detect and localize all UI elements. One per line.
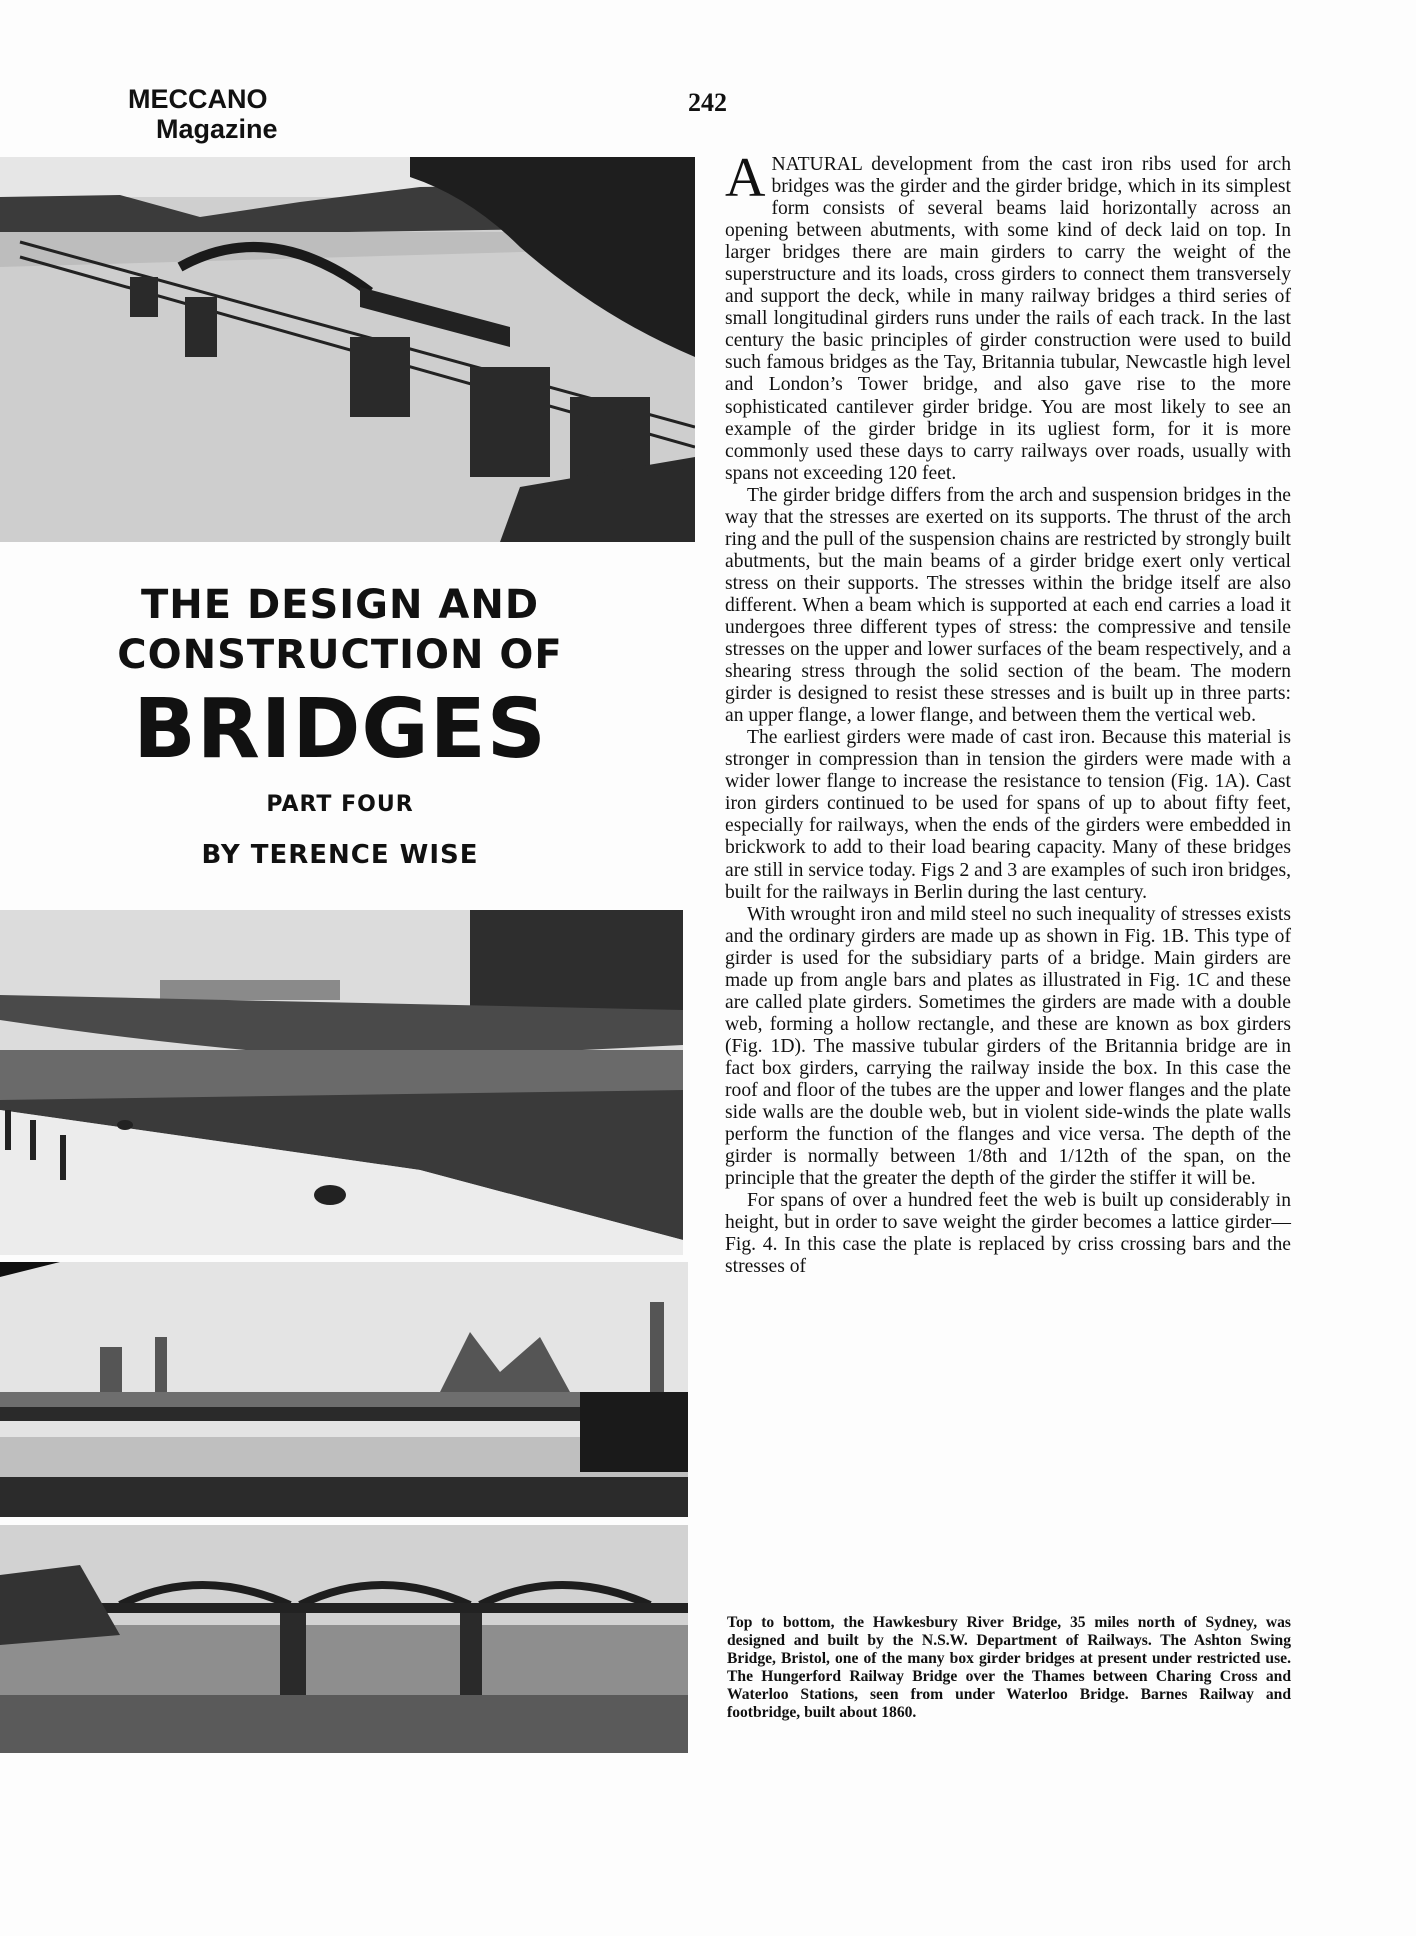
title-part: PART FOUR	[266, 792, 414, 817]
article-body	[725, 147, 1291, 1278]
paragraph-text: NATURAL development from the cast iron ribs used for arch bridges was the girder and the girder bridge, which in its simplest form consists of several beams laid horizontally across an opening between abutments, with some kind of deck laid on top. In larger bridges there are main girders to carry the weight of the superstructure and its loads, cross girders to connect them transversely and support the deck, while in many railway bridges a third series of small longitudinal girders runs under the rails of each track. In the last century the basic principles of girder construction were used to build such famous bridges as the Tay, Britannia tubular, Newcastle high level and London’s Tower bridge, and also gave rise to the more sophisticated cantilever girder bridge. You are most likely to see an example of the girder bridge in its ugliest form, for it is more commonly used these days to carry railways over roads, usually with spans not exceeding 120 feet.	[725, 154, 1291, 484]
article-paragraph: With wrought iron and mild steel no such inequality of stresses exists and the ordinary girders are made up as shown in Fig. 1B. This type of girder is used for the subsidiary parts of a bridge. Main girders are made up from angle bars and plates as illustrated in Fig. 1C and these are called plate girders. Sometimes the girders are made with a double web, forming a hollow rectangle, and these are known as box girders (Fig. 1D). The massive tubular girders of the Britannia bridge are in fact box girders, carrying the railway inside the box. In this case the roof and floor of the tubes are the upper and lower flanges and the plate side walls are the double web, but in violent side-winds the plate walls perform the function of the flanges and vice versa. The depth of the girder is normally between 1/8th and 1/12th of the span, on the principle that the greater the depth of the girder the stiffer it will be.	[725, 903, 1291, 1190]
magazine-masthead	[128, 84, 278, 144]
page-number: 242	[688, 88, 727, 117]
article-paragraph	[725, 147, 1291, 485]
article-paragraph: The girder bridge differs from the arch and suspension bridges in the way that the stresses are exerted on its supports. The thrust of the arch ring and the pull of the suspension chains are restricted by strongly built abutments, but the main beams of a girder bridge exert only vertical stress on their supports. The stresses within the bridge itself are also different. When a beam which is supported at each end carries a load it undergoes three different types of stress: the compressive and tensile stresses on the upper and lower surfaces of the beam respectively, and a shearing stress through the solid section of the beam. The modern girder is designed to resist these stresses and is built up in three parts: an upper flange, a lower flange, and between them the vertical web.	[725, 484, 1291, 727]
photo-barnes-bridge	[0, 1525, 688, 1753]
photo-hungerford-bridge	[0, 1262, 688, 1517]
masthead-line-2: Magazine	[156, 114, 278, 144]
photo-caption: Top to bottom, the Hawkesbury River Bridge, 35 miles north of Sydney, was designed and built by the N.S.W. Department of Railways. The Ashton Swing Bridge, Bristol, one of the many box girder bridges at present under restricted use. The Hungerford Railway Bridge over the Thames between Charing Cross and Waterloo Stations, seen from under Waterloo Bridge. Barnes Railway and footbridge, built about 1860.	[727, 1614, 1291, 1721]
article-title-block	[100, 580, 580, 872]
article-paragraph: The earliest girders were made of cast iron. Because this material is stronger in compression than in tension the girders were made with a wider lower flange to increase the resistance to tension (Fig. 1A). Cast iron girders continued to be used for spans of up to about fifty feet, especially for railways, when the ends of the girders were embedded in brickwork to add to their load bearing capacity. Many of these bridges are still in service today. Figs 2 and 3 are examples of such iron bridges, built for the railways in Berlin during the last century.	[725, 727, 1291, 903]
photo-hawkesbury-bridge	[0, 157, 695, 542]
masthead-line-1: MECCANO	[128, 84, 268, 114]
article-paragraph: For spans of over a hundred feet the web is built up considerably in height, but in order to save weight the girder becomes a lattice girder—Fig. 4. In this case the plate is replaced by criss crossing bars and the stresses of	[725, 1190, 1291, 1278]
title-byline: BY TERENCE WISE	[201, 840, 479, 870]
photo-ashton-swing-bridge	[0, 910, 683, 1255]
title-main: BRIDGES	[133, 682, 547, 777]
title-line-1: THE DESIGN AND	[140, 582, 540, 628]
drop-cap: A	[725, 147, 766, 209]
title-line-2: CONSTRUCTION OF	[117, 632, 563, 678]
